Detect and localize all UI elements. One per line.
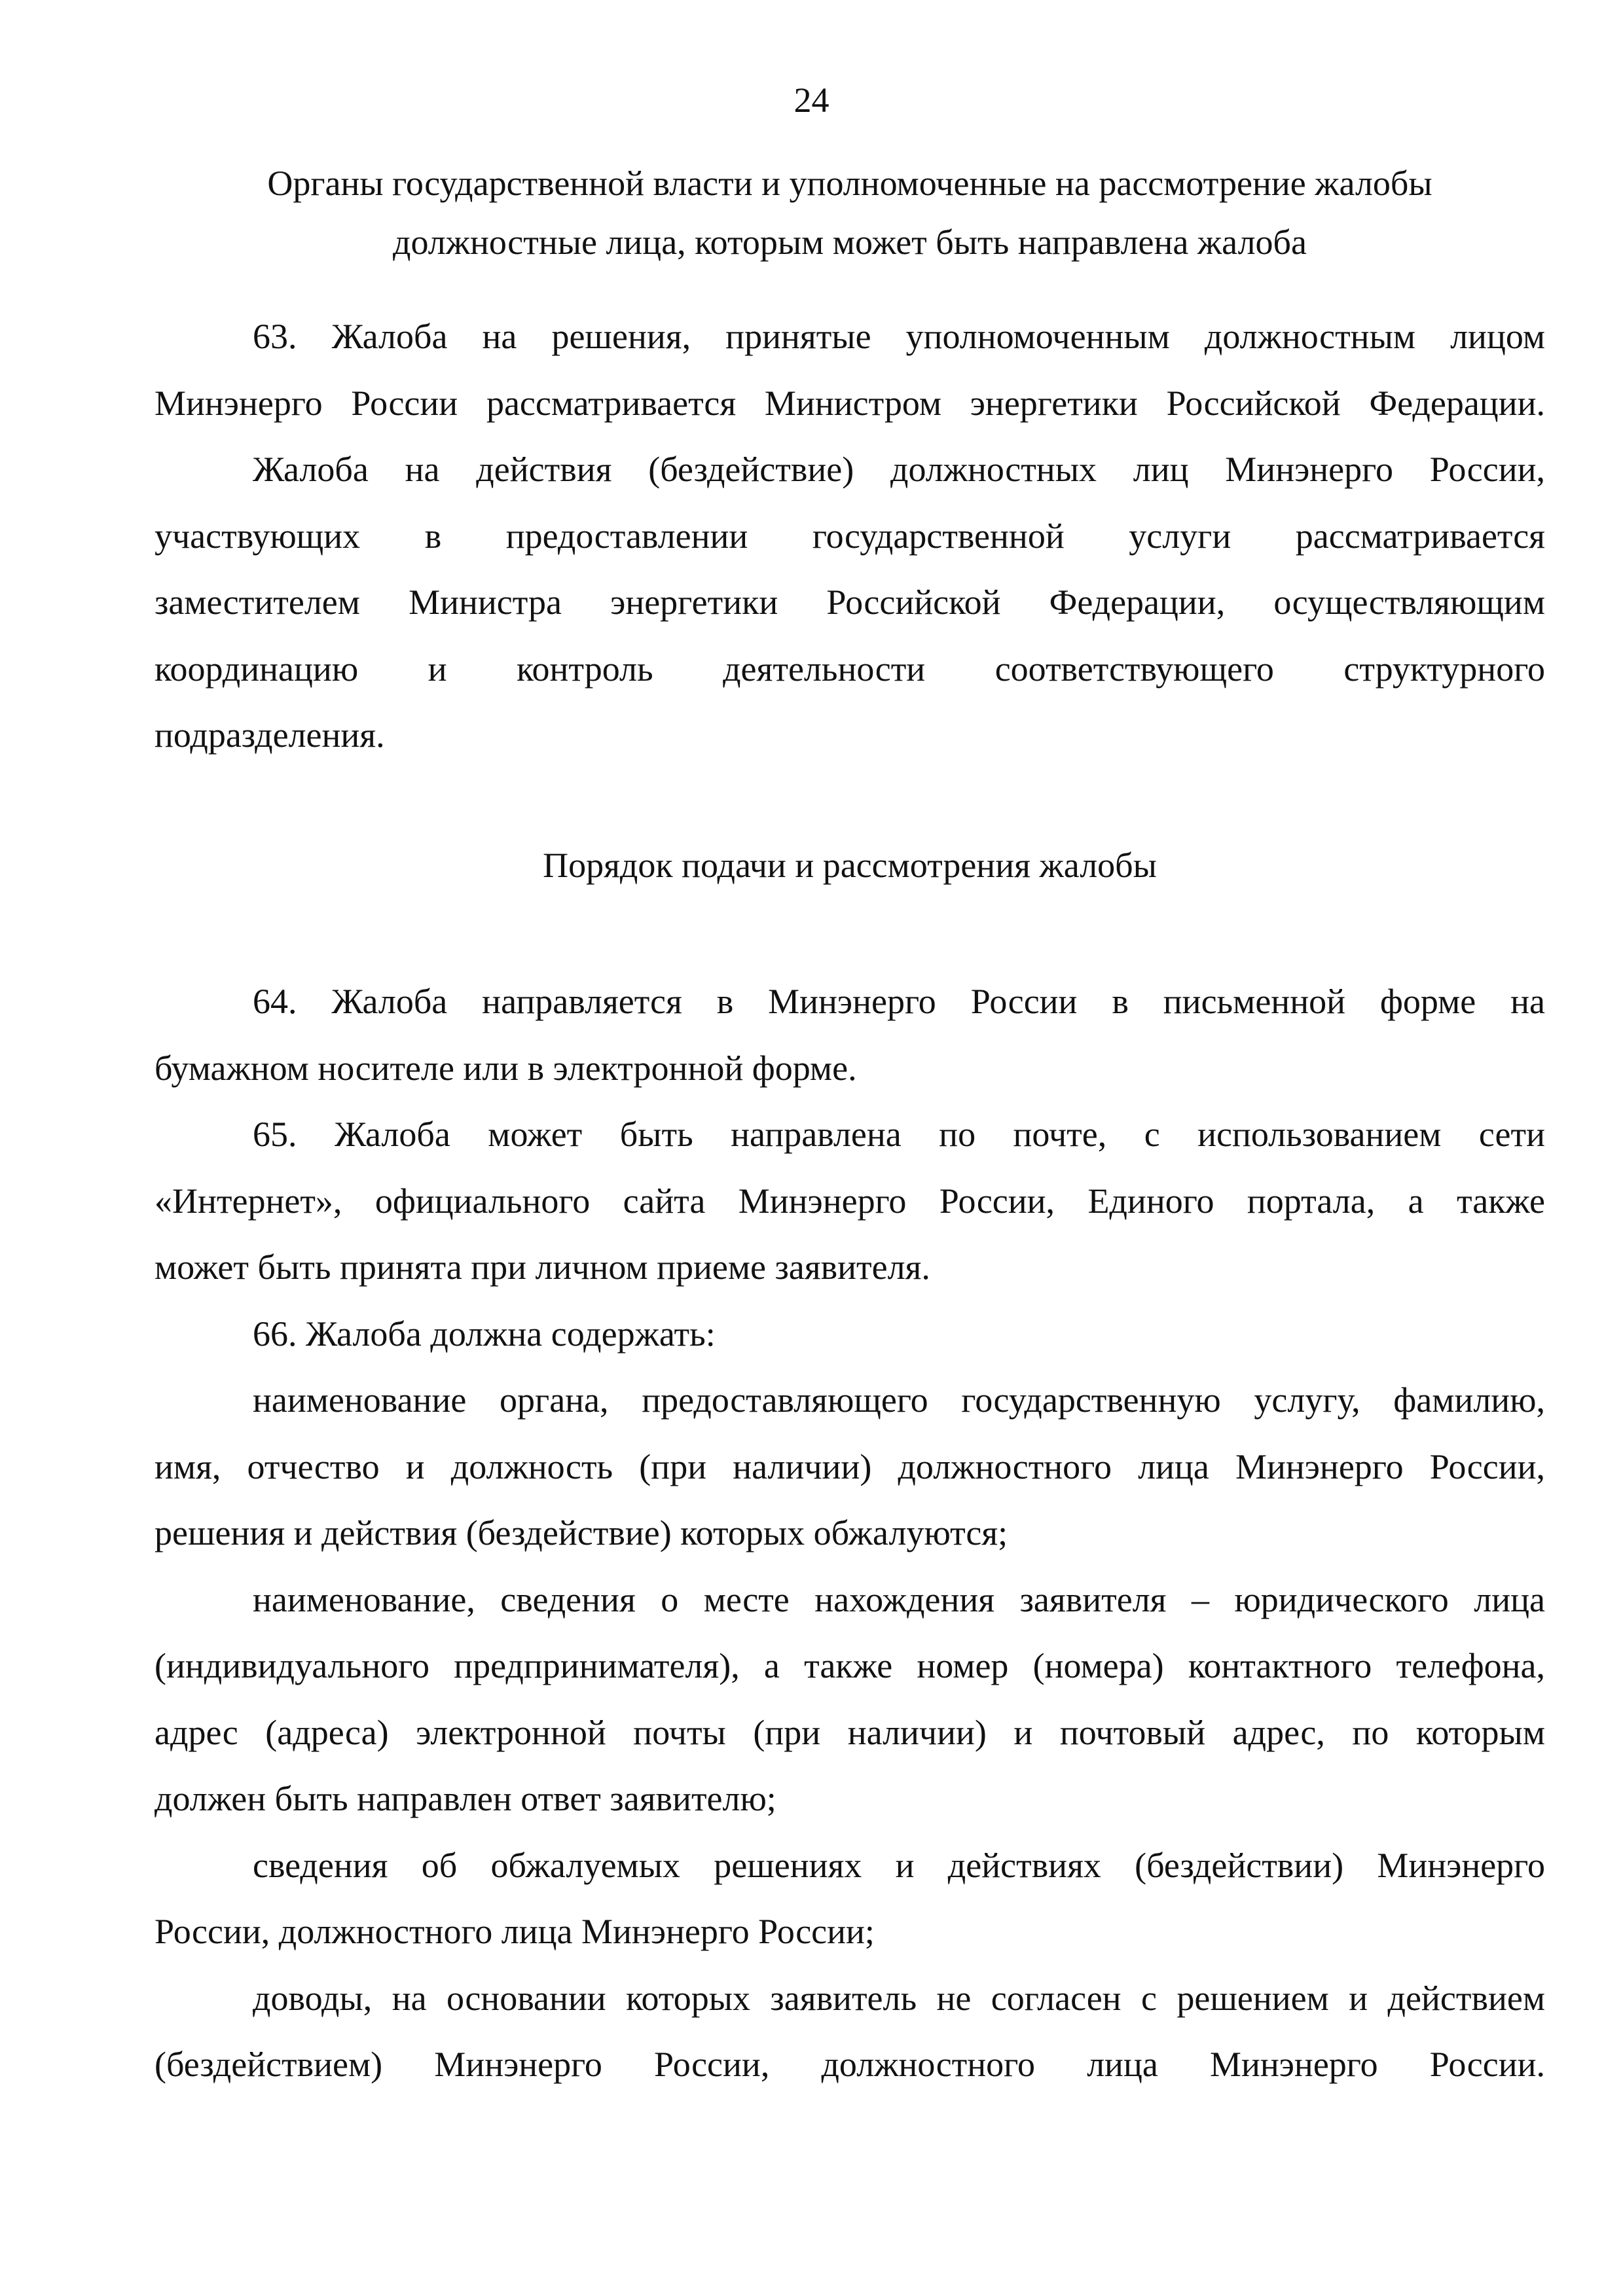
paragraph-line: наименование органа, предоставляющего государственную услугу, фамилию, [253,1380,1545,1420]
paragraph-line: сведения об обжалуемых решениях и действиях (бездействии) Минэнерго [253,1845,1545,1885]
paragraph-66 [155,1301,1545,1368]
list-item-authority-name [155,1367,1545,1567]
paragraph-line: должен быть направлен ответ заявителю; [155,1779,776,1818]
paragraph-line: наименование, сведения о месте нахождения заявителя – юридического лица [253,1579,1545,1619]
paragraph-64 [155,969,1545,1102]
page-number: 24 [793,81,830,120]
paragraph-line: 65. Жалоба может быть направлена по почте, с использованием сети [253,1115,1545,1154]
paragraph-65 [155,1102,1545,1301]
heading-line: должностные лица, которым может быть направлена жалоба [392,223,1307,262]
paragraph-line: 64. Жалоба направляется в Минэнерго России в письменной форме на [253,982,1545,1021]
list-item-applicant-info [155,1567,1545,1833]
paragraph-line: 63. Жалоба на решения, принятые уполномоченным должностным лицом [253,317,1545,356]
paragraph-line: доводы, на основании которых заявитель не согласен с решением и действием [253,1978,1545,2018]
paragraph-line: (индивидуального предпринимателя), а также номер (номера) контактного телефона, [155,1646,1545,1685]
text-block-authorities [155,304,1545,769]
paragraph-line: решения и действия (бездействие) которых обжалуются; [155,1513,1008,1552]
paragraph-63-second [155,437,1545,769]
paragraph-line: Минэнерго России рассматривается Министром энергетики Российской Федерации. [155,383,1545,423]
paragraph-line: (бездействием) Минэнерго России, должностного лица Минэнерго России. [155,2045,1545,2084]
paragraph-line: адрес (адреса) электронной почты (при наличии) и почтовый адрес, по которым [155,1712,1545,1752]
text-block-procedure [155,969,1545,2098]
paragraph-line: может быть принята при личном приеме заявителя. [155,1247,930,1287]
paragraph-line: бумажном носителе или в электронной форме. [155,1048,857,1088]
paragraph-line: заместителем Министра энергетики Российской Федерации, осуществляющим [155,583,1545,622]
list-item-arguments [155,1965,1545,2098]
paragraph-line: Жалоба на действия (бездействие) должностных лиц Минэнерго России, [253,450,1545,489]
section-heading-procedure: Порядок подачи и рассмотрения жалобы [543,846,1157,885]
paragraph-line: координацию и контроль деятельности соответствующего структурного [155,649,1545,689]
paragraph-line: России, должностного лица Минэнерго России; [155,1912,875,1951]
paragraph-line: подразделения. [155,715,385,755]
paragraph-line: имя, отчество и должность (при наличии) должностного лица Минэнерго России, [155,1446,1545,1486]
paragraph-63 [155,304,1545,437]
list-item-appealed-decisions [155,1833,1545,1965]
section-heading-authorities [155,154,1545,272]
heading-line: Органы государственной власти и уполномоченные на рассмотрение жалобы [267,164,1432,203]
paragraph-line: «Интернет», официального сайта Минэнерго России, Единого портала, а также [155,1181,1545,1221]
paragraph-line: участвующих в предоставлении государственной услуги рассматривается [155,516,1545,556]
paragraph-line: 66. Жалоба должна содержать: [253,1314,716,1354]
